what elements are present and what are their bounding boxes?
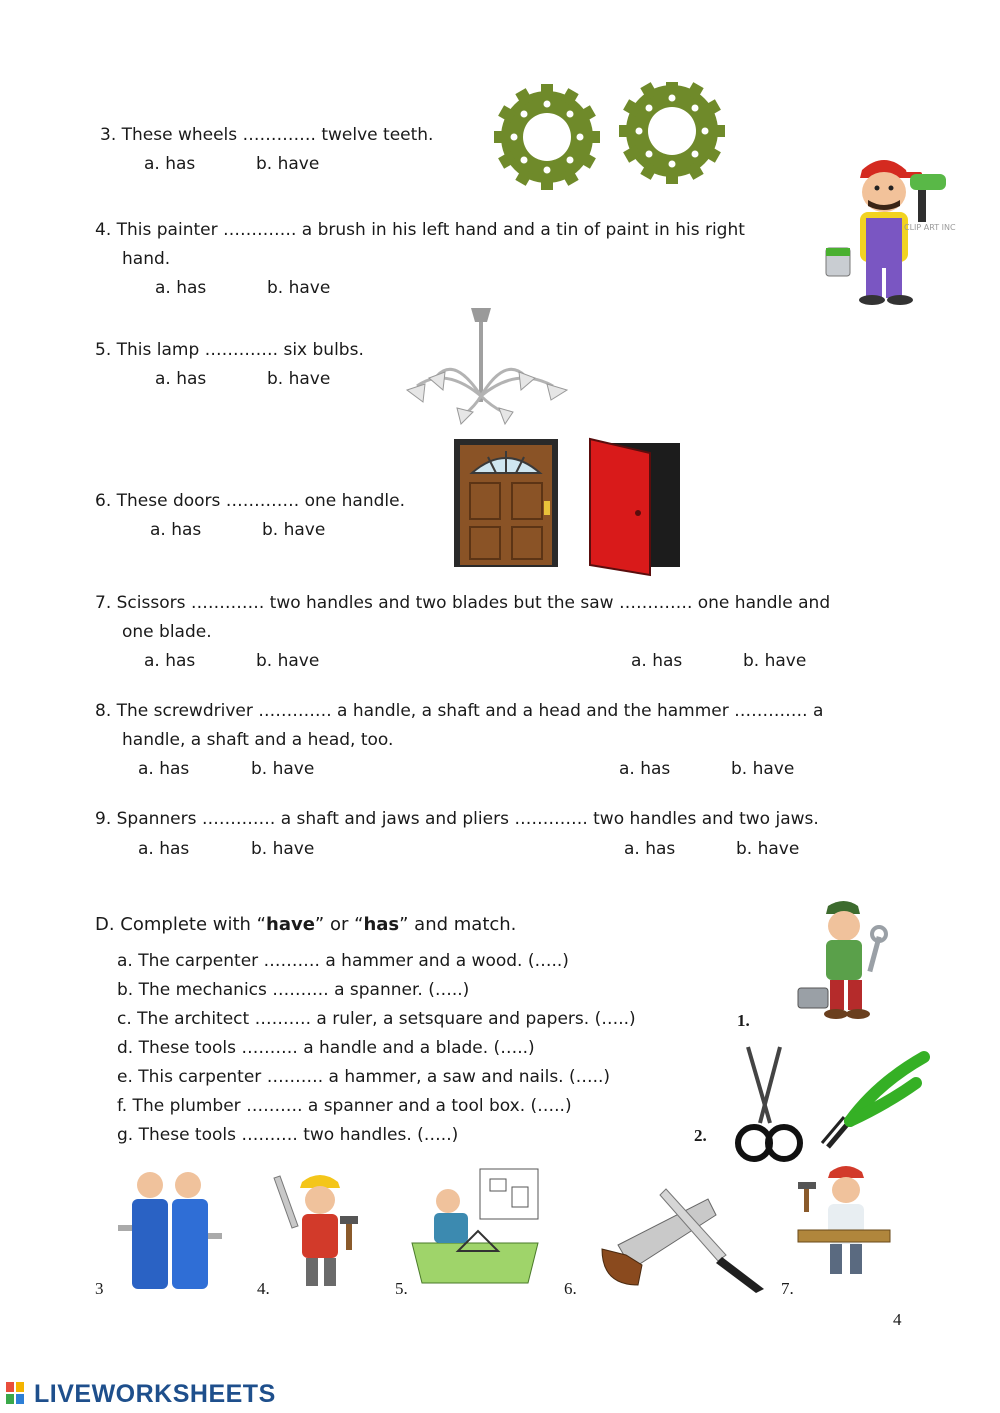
section-d-item-g: g. These tools ………. two handles. (…..) [117, 1125, 459, 1145]
question-6-option-a[interactable]: a. has [150, 520, 202, 540]
pliers-icon [822, 1057, 924, 1147]
carpenter-with-hammer-picture [794, 1160, 894, 1285]
question-7-first-option-a[interactable]: a. has [144, 651, 196, 671]
saw-and-knife-picture [598, 1185, 773, 1295]
question-8-text: 8. The screwdriver …………. a handle, a shaft and a head and the hammer …………. a [95, 701, 824, 721]
saw-icon [602, 1199, 716, 1285]
question-9-first-option-a[interactable]: a. has [138, 839, 190, 859]
question-9-second-option-b[interactable]: b. have [736, 839, 800, 859]
question-9-first-option-b[interactable]: b. have [251, 839, 315, 859]
gear-wheels-picture [492, 82, 732, 192]
question-3-text: 3. These wheels …………. twelve teeth. [100, 125, 434, 145]
section-d-item-a: a. The carpenter ………. a hammer and a wood. (…..) [117, 951, 569, 971]
question-4-option-b[interactable]: b. have [267, 278, 331, 298]
gear-icon [619, 82, 725, 184]
watermark-text: CLIP ART INC [904, 223, 956, 232]
question-9-text: 9. Spanners …………. a shaft and jaws and pliers …………. two handles and two jaws. [95, 809, 819, 829]
question-6-option-b[interactable]: b. have [262, 520, 326, 540]
question-6-text: 6. These doors …………. one handle. [95, 491, 405, 511]
picture-label-3: 3 [95, 1279, 104, 1298]
question-5-option-b[interactable]: b. have [267, 369, 331, 389]
section-d-item-e: e. This carpenter ………. a hammer, a saw and nails. (…..) [117, 1067, 611, 1087]
question-8-second-option-b[interactable]: b. have [731, 759, 795, 779]
question-3-option-b[interactable]: b. have [256, 154, 320, 174]
question-7-second-option-b[interactable]: b. have [743, 651, 807, 671]
question-4-text-continued: hand. [122, 249, 171, 269]
carpenter-with-saw-picture [268, 1168, 373, 1296]
keyword-have: have [266, 914, 315, 935]
question-8-second-option-a[interactable]: a. has [619, 759, 671, 779]
section-d-item-c: c. The architect ………. a ruler, a setsquare and papers. (…..) [117, 1009, 636, 1029]
spanner-icon [867, 927, 886, 972]
red-door-icon [590, 439, 680, 575]
section-d-item-d: d. These tools ………. a handle and a blade. (…..) [117, 1038, 535, 1058]
picture-number-2: 2. [694, 1126, 707, 1145]
lamp-picture [395, 306, 580, 426]
question-7-second-option-a[interactable]: a. has [631, 651, 683, 671]
scissors-icon [738, 1047, 800, 1159]
architect-picture [408, 1165, 543, 1295]
question-8-text-continued: handle, a shaft and a head, too. [122, 730, 394, 750]
doors-picture [452, 437, 682, 582]
question-3-option-a[interactable]: a. has [144, 154, 196, 174]
section-d-item-b: b. The mechanics ………. a spanner. (…..) [117, 980, 470, 1000]
picture-number-1: 1. [737, 1011, 750, 1030]
picture-label-7: 7. [781, 1279, 794, 1298]
wooden-door-icon [454, 439, 558, 567]
question-8-first-option-b[interactable]: b. have [251, 759, 315, 779]
scissors-and-pliers-picture [728, 1043, 930, 1168]
plumbers-picture [116, 1165, 226, 1295]
question-9-second-option-a[interactable]: a. has [624, 839, 676, 859]
question-5-option-a[interactable]: a. has [155, 369, 207, 389]
liveworksheets-logo[interactable] [6, 1380, 276, 1408]
section-d-heading: D. Complete with “have” or “has” and match. [95, 914, 517, 935]
logo-text: LIVEWORKSHEETS [34, 1379, 276, 1408]
painter-picture [822, 148, 957, 308]
question-4-text: 4. This painter …………. a brush in his left hand and a tin of paint in his right [95, 220, 745, 240]
question-7-first-option-b[interactable]: b. have [256, 651, 320, 671]
keyword-has: has [363, 914, 400, 935]
question-4-option-a[interactable]: a. has [155, 278, 207, 298]
gear-icon [494, 84, 600, 190]
picture-label-5: 5. [395, 1279, 408, 1298]
question-8-first-option-a[interactable]: a. has [138, 759, 190, 779]
logo-mark-icon [6, 1382, 34, 1406]
mechanic-picture [784, 896, 896, 1028]
section-d-item-f: f. The plumber ………. a spanner and a tool box. (…..) [117, 1096, 572, 1116]
page-number: 4 [893, 1310, 902, 1329]
question-5-text: 5. This lamp …………. six bulbs. [95, 340, 364, 360]
picture-label-6: 6. [564, 1279, 577, 1298]
picture-label-4: 4. [257, 1279, 270, 1298]
question-7-text: 7. Scissors …………. two handles and two blades but the saw …………. one handle and [95, 593, 831, 613]
question-7-text-continued: one blade. [122, 622, 212, 642]
